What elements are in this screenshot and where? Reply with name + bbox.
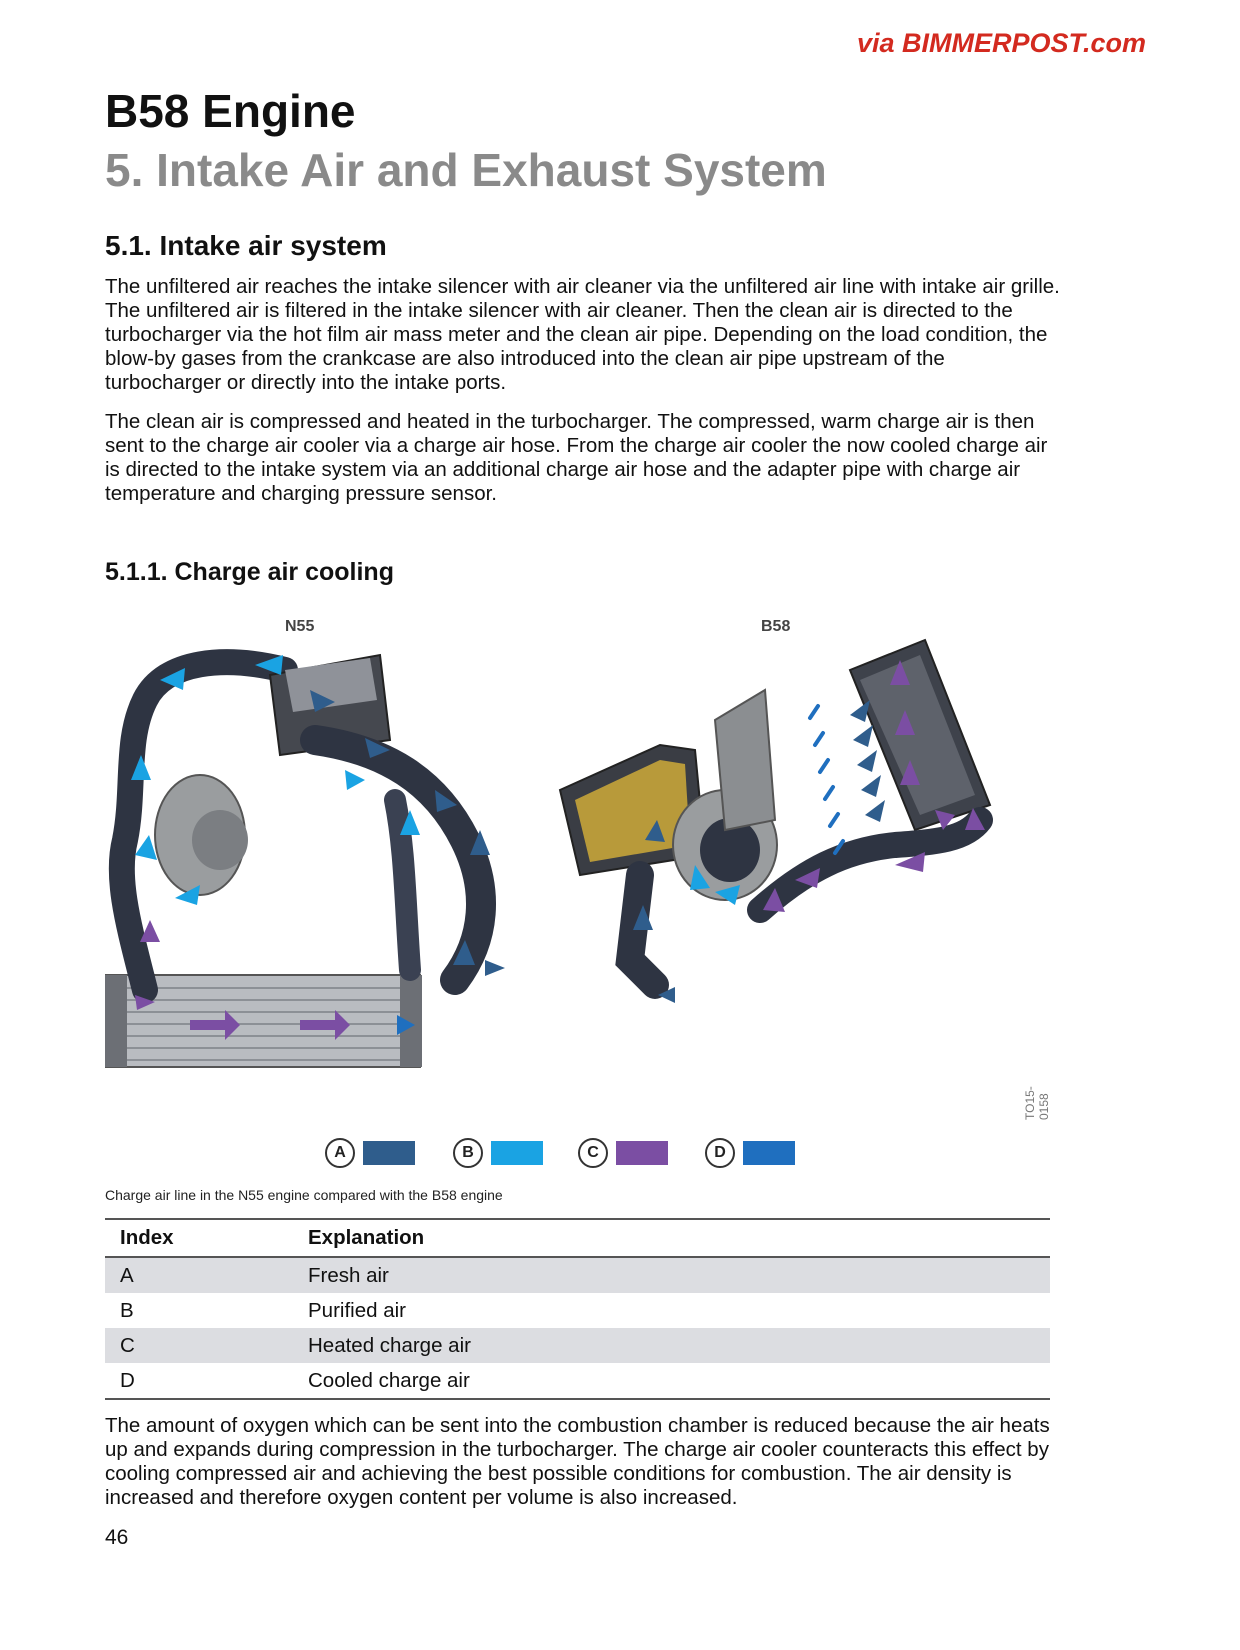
- table-row: [105, 1328, 1050, 1363]
- table-cell-index: A: [105, 1257, 293, 1293]
- table-row: [105, 1363, 1050, 1399]
- intro-paragraph-2: The clean air is compressed and heated in the turbocharger. The compressed, warm charge air is then sent to the charge air cooler via a charge air hose. From the charge air cooler the now cooled charge air is directed to the intake system via an additional charge air hose and the adapter pipe with charge air temperature and charging pressure sensor.: [105, 410, 1048, 505]
- b58-label: B58: [761, 618, 791, 635]
- legend-item-b: [453, 1138, 543, 1168]
- chapter-title: 5. Intake Air and Exhaust System: [105, 144, 827, 196]
- watermark: via BIMMERPOST.com: [856, 28, 1146, 58]
- legend-swatch-d: [743, 1141, 795, 1165]
- table-cell-explanation: Heated charge air: [293, 1328, 1050, 1363]
- legend-swatch-c: [616, 1141, 668, 1165]
- table-row: [105, 1257, 1050, 1293]
- table-cell-explanation: Fresh air: [293, 1257, 1050, 1293]
- legend-item-c: [578, 1138, 668, 1168]
- legend-letter-a: A: [325, 1138, 355, 1168]
- b58-engine-drawing: [560, 640, 990, 1003]
- charge-air-figure: [105, 610, 1065, 1170]
- table-cell-explanation: Cooled charge air: [293, 1363, 1050, 1399]
- table-cell-index: B: [120, 1298, 134, 1322]
- page-number: 46: [105, 1526, 129, 1549]
- legend-letter-c: C: [578, 1138, 608, 1168]
- legend-swatch-a: [363, 1141, 415, 1165]
- n55-engine-drawing: [105, 655, 505, 1067]
- n55-label: N55: [285, 618, 315, 635]
- header-explanation: Explanation: [293, 1219, 1050, 1257]
- figure-caption: Charge air line in the N55 engine compared with the B58 engine: [105, 1187, 503, 1203]
- legend-item-a: [325, 1138, 415, 1168]
- legend-item-d: [705, 1138, 795, 1168]
- table-header-row: [105, 1219, 1050, 1257]
- legend-letter-b: B: [453, 1138, 483, 1168]
- legend-letter-d: D: [705, 1138, 735, 1168]
- closing-paragraph: The amount of oxygen which can be sent into the combustion chamber is reduced because the air heats up and expands during compression in the turbocharger. The charge air cooler counteracts this effect by cooling compressed air and achieving the best possible conditions for combustion. The air density is increased and therefore oxygen content per volume is also increased.: [105, 1414, 1050, 1509]
- table-cell-index: D: [105, 1363, 293, 1399]
- index-table: [105, 1218, 1050, 1400]
- table-cell-index: C: [105, 1328, 293, 1363]
- table-row: [105, 1293, 1050, 1328]
- section-heading: 5.1. Intake air system: [105, 230, 387, 261]
- table-cell-explanation: Purified air: [308, 1298, 406, 1322]
- subsection-heading: 5.1.1. Charge air cooling: [105, 558, 394, 586]
- legend-swatch-b: [491, 1141, 543, 1165]
- figure-code: TO15-0158: [1023, 1086, 1051, 1120]
- engine-illustration: [105, 630, 1065, 1150]
- intro-paragraph-1: The unfiltered air reaches the intake silencer with air cleaner via the unfiltered air line with intake air grille. The unfiltered air is filtered in the intake silencer with air cleaner. Then the clean air is directed to the turbocharger via the hot film air mass meter and the clean air pipe. Depending on the load condition, the blow-by gases from the crankcase are also introduced into the clean air pipe upstream of the turbocharger or directly into the intake ports.: [105, 275, 1060, 394]
- header-index: Index: [105, 1219, 293, 1257]
- document-title: B58 Engine: [105, 85, 356, 137]
